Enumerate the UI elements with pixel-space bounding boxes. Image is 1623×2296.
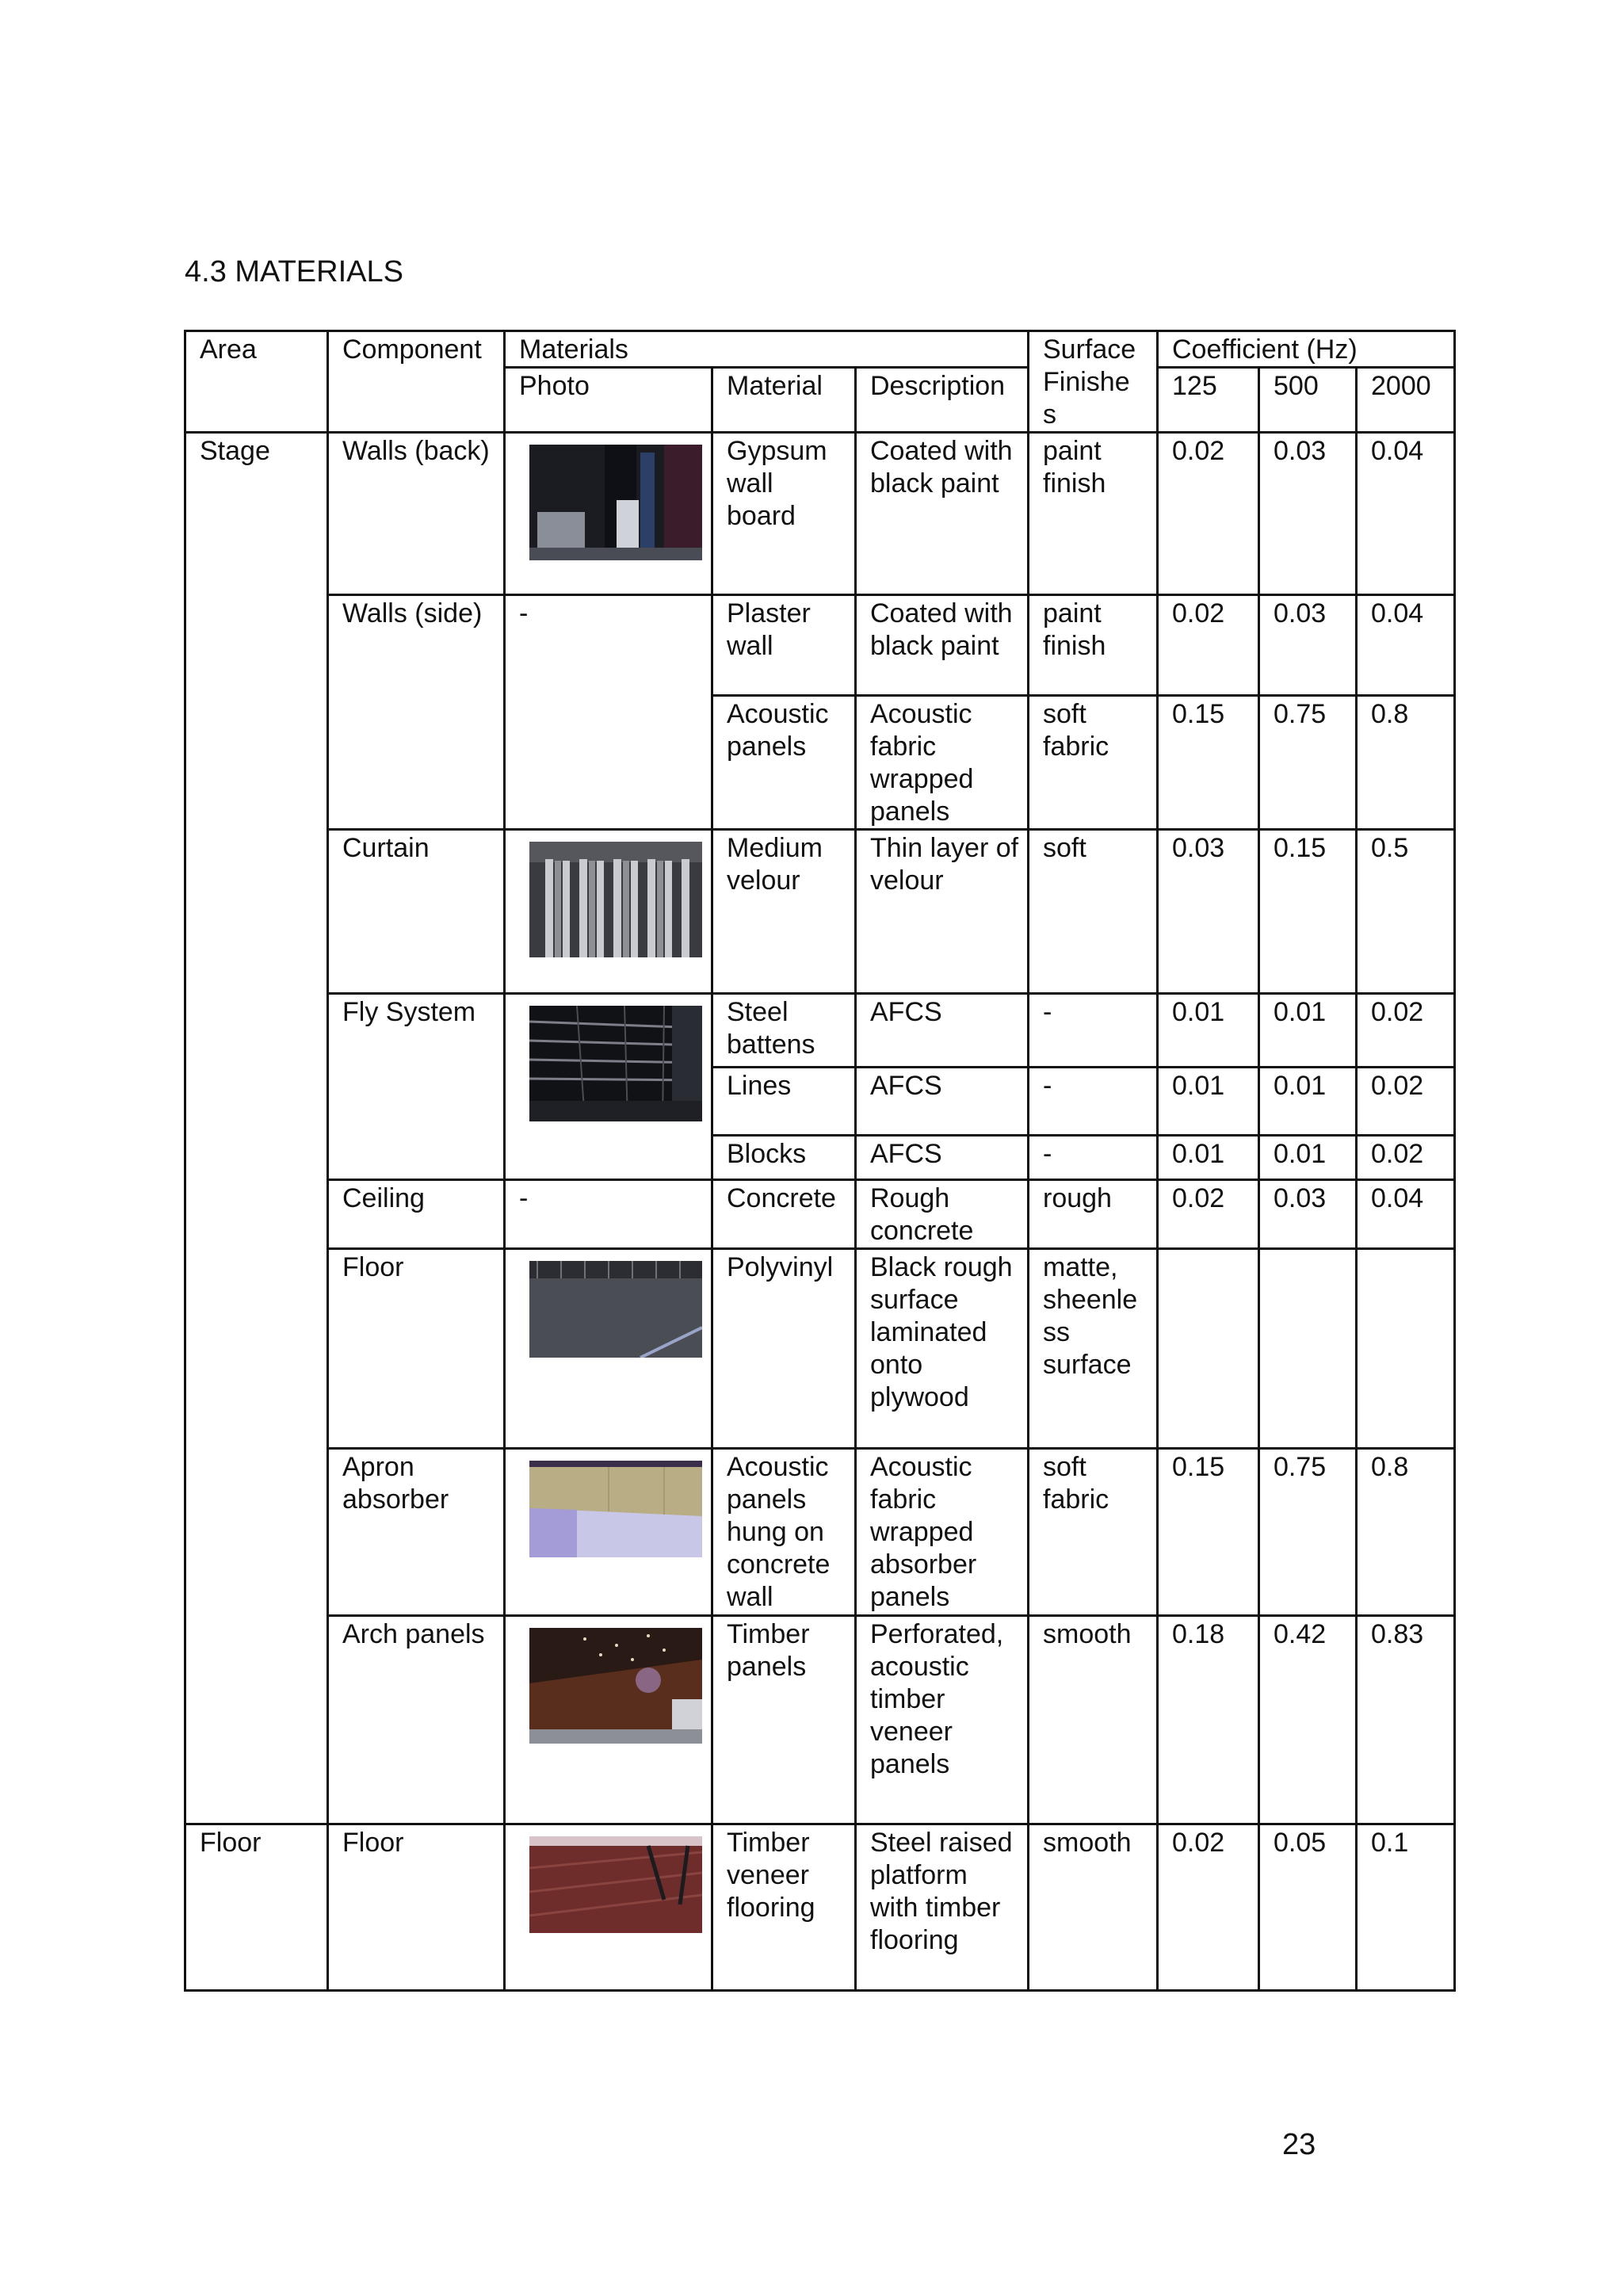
description-cell: AFCS — [856, 1068, 1029, 1136]
coefficient-125-cell: 0.01 — [1158, 1068, 1259, 1136]
timber-floor-photo — [529, 1836, 702, 1933]
material-cell: Polyvinyl — [712, 1249, 856, 1449]
coefficient-500-cell: 0.01 — [1259, 1136, 1357, 1180]
description-cell: Perforated, acoustic timber veneer panels — [856, 1616, 1029, 1824]
header-component: Component — [328, 331, 505, 433]
surface-cell: smooth — [1029, 1824, 1158, 1991]
table-row — [185, 1616, 1455, 1824]
coefficient-500-cell: 0.03 — [1259, 595, 1357, 696]
coefficient-125-cell: 0.02 — [1158, 433, 1259, 595]
walls-back-photo — [529, 445, 702, 560]
table-row — [185, 830, 1455, 994]
header-125hz: 125 — [1158, 368, 1259, 433]
surface-cell: matte, sheenle ss surface — [1029, 1249, 1158, 1449]
component-cell: Curtain — [328, 830, 505, 994]
coefficient-2000-cell: 0.02 — [1357, 1068, 1455, 1136]
coefficient-2000-cell: 0.02 — [1357, 1136, 1455, 1180]
photo-cell — [505, 1616, 712, 1824]
coefficient-125-cell: 0.01 — [1158, 994, 1259, 1068]
description-cell: Rough concrete — [856, 1180, 1029, 1249]
coefficient-500-cell: 0.01 — [1259, 1068, 1357, 1136]
material-cell: Gypsum wall board — [712, 433, 856, 595]
coefficient-2000-cell — [1357, 1249, 1455, 1449]
material-cell: Timber veneer flooring — [712, 1824, 856, 1991]
description-cell: Black rough surface laminated onto plywood — [856, 1249, 1029, 1449]
photo-cell — [505, 433, 712, 595]
material-cell: Lines — [712, 1068, 856, 1136]
material-cell: Concrete — [712, 1180, 856, 1249]
photo-cell — [505, 994, 712, 1180]
coefficient-2000-cell: 0.83 — [1357, 1616, 1455, 1824]
header-coefficient: Coefficient (Hz) — [1158, 331, 1455, 368]
coefficient-500-cell: 0.42 — [1259, 1616, 1357, 1824]
description-cell: Steel raised platform with timber flooring — [856, 1824, 1029, 1991]
coefficient-125-cell: 0.18 — [1158, 1616, 1259, 1824]
header-description: Description — [856, 368, 1029, 433]
description-cell: Coated with black paint — [856, 595, 1029, 696]
component-cell: Fly System — [328, 994, 505, 1180]
coefficient-2000-cell: 0.04 — [1357, 1180, 1455, 1249]
table-row — [185, 1180, 1455, 1249]
coefficient-500-cell: 0.05 — [1259, 1824, 1357, 1991]
photo-cell — [505, 1249, 712, 1449]
header-surface-finishes: Surface Finishe s — [1029, 331, 1158, 433]
coefficient-2000-cell: 0.04 — [1357, 433, 1455, 595]
table-row — [185, 433, 1455, 595]
description-cell: Thin layer of velour — [856, 830, 1029, 994]
surface-cell: - — [1029, 994, 1158, 1068]
component-cell: Apron absorber — [328, 1449, 505, 1616]
surface-cell: smooth — [1029, 1616, 1158, 1824]
coefficient-2000-cell: 0.04 — [1357, 595, 1455, 696]
coefficient-500-cell: 0.15 — [1259, 830, 1357, 994]
coefficient-125-cell: 0.15 — [1158, 696, 1259, 830]
coefficient-500-cell: 0.01 — [1259, 994, 1357, 1068]
coefficient-125-cell: 0.02 — [1158, 1824, 1259, 1991]
surface-cell: soft — [1029, 830, 1158, 994]
description-cell: AFCS — [856, 994, 1029, 1068]
coefficient-125-cell: 0.02 — [1158, 1180, 1259, 1249]
surface-cell: - — [1029, 1136, 1158, 1180]
area-cell: Floor — [185, 1824, 328, 1991]
stage-floor-photo — [529, 1261, 702, 1358]
coefficient-500-cell — [1259, 1249, 1357, 1449]
coefficient-2000-cell: 0.5 — [1357, 830, 1455, 994]
component-cell: Floor — [328, 1249, 505, 1449]
surface-cell: rough — [1029, 1180, 1158, 1249]
coefficient-2000-cell: 0.02 — [1357, 994, 1455, 1068]
header-material: Material — [712, 368, 856, 433]
photo-cell — [505, 830, 712, 994]
table-row — [185, 595, 1455, 696]
coefficient-2000-cell: 0.1 — [1357, 1824, 1455, 1991]
table-row — [185, 1824, 1455, 1991]
curtain-photo — [529, 842, 702, 957]
table-row — [185, 994, 1455, 1068]
surface-cell: soft fabric — [1029, 1449, 1158, 1616]
coefficient-125-cell: 0.02 — [1158, 595, 1259, 696]
photo-cell: - — [505, 595, 712, 830]
description-cell: Acoustic fabric wrapped absorber panels — [856, 1449, 1029, 1616]
component-cell: Walls (back) — [328, 433, 505, 595]
description-cell: Acoustic fabric wrapped panels — [856, 696, 1029, 830]
coefficient-500-cell: 0.03 — [1259, 433, 1357, 595]
photo-cell — [505, 1449, 712, 1616]
page-number: 23 — [1282, 2128, 1316, 2161]
component-cell: Ceiling — [328, 1180, 505, 1249]
arch-panels-photo — [529, 1628, 702, 1744]
apron-absorber-photo — [529, 1461, 702, 1557]
coefficient-500-cell: 0.75 — [1259, 1449, 1357, 1616]
coefficient-500-cell: 0.75 — [1259, 696, 1357, 830]
material-cell: Plaster wall — [712, 595, 856, 696]
material-cell: Medium velour — [712, 830, 856, 994]
fly-system-photo — [529, 1006, 702, 1121]
photo-cell: - — [505, 1180, 712, 1249]
surface-cell: soft fabric — [1029, 696, 1158, 830]
header-500hz: 500 — [1259, 368, 1357, 433]
photo-cell — [505, 1824, 712, 1991]
material-cell: Acoustic panels hung on concrete wall — [712, 1449, 856, 1616]
table-row — [185, 1249, 1455, 1449]
coefficient-125-cell: 0.15 — [1158, 1449, 1259, 1616]
header-materials: Materials — [505, 331, 1029, 368]
header-area: Area — [185, 331, 328, 433]
coefficient-500-cell: 0.03 — [1259, 1180, 1357, 1249]
description-cell: Coated with black paint — [856, 433, 1029, 595]
header-2000hz: 2000 — [1357, 368, 1455, 433]
coefficient-2000-cell: 0.8 — [1357, 1449, 1455, 1616]
component-cell: Arch panels — [328, 1616, 505, 1824]
surface-cell: paint finish — [1029, 595, 1158, 696]
component-cell: Walls (side) — [328, 595, 505, 830]
material-cell: Timber panels — [712, 1616, 856, 1824]
surface-cell: paint finish — [1029, 433, 1158, 595]
table-row — [185, 1449, 1455, 1616]
coefficient-125-cell: 0.03 — [1158, 830, 1259, 994]
description-cell: AFCS — [856, 1136, 1029, 1180]
material-cell: Steel battens — [712, 994, 856, 1068]
header-photo: Photo — [505, 368, 712, 433]
coefficient-125-cell: 0.01 — [1158, 1136, 1259, 1180]
component-cell: Floor — [328, 1824, 505, 1991]
coefficient-2000-cell: 0.8 — [1357, 696, 1455, 830]
area-cell: Stage — [185, 433, 328, 1824]
surface-cell: - — [1029, 1068, 1158, 1136]
material-cell: Acoustic panels — [712, 696, 856, 830]
section-title: 4.3 MATERIALS — [185, 255, 403, 288]
materials-table — [184, 330, 1456, 1992]
material-cell: Blocks — [712, 1136, 856, 1180]
coefficient-125-cell — [1158, 1249, 1259, 1449]
